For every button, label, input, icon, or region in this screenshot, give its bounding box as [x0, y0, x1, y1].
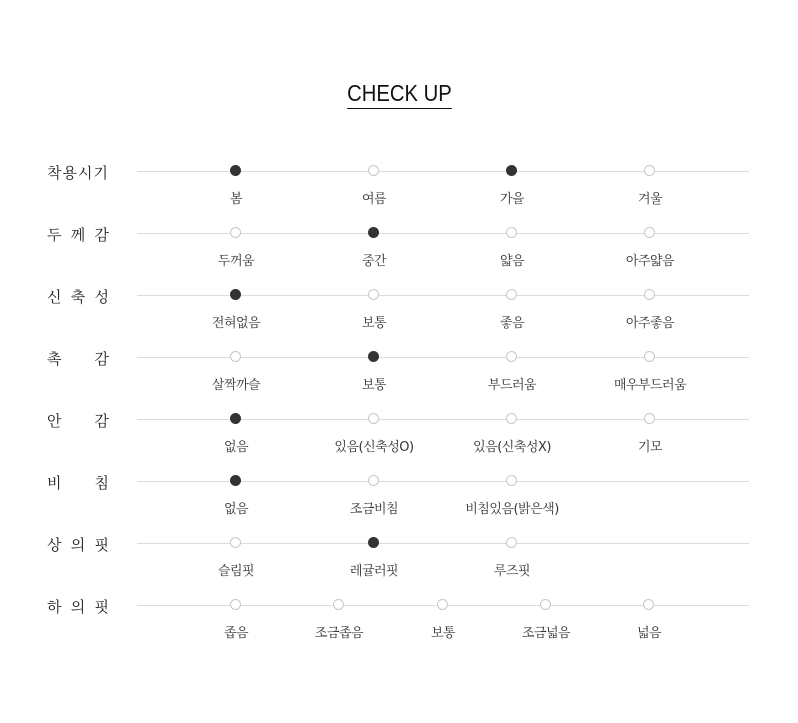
- option-radio[interactable]: [644, 227, 655, 238]
- option-label: 없음: [223, 440, 249, 455]
- option-radio[interactable]: [368, 475, 379, 486]
- option-radio-selected[interactable]: [368, 227, 379, 238]
- option-radio[interactable]: [643, 599, 654, 610]
- option-label: 얇음: [499, 254, 525, 269]
- row-track: [137, 233, 749, 234]
- option-radio[interactable]: [368, 413, 379, 424]
- checkup-row: [0, 164, 798, 231]
- option-label: 살짝까슬: [211, 378, 261, 393]
- option-radio-selected[interactable]: [368, 351, 379, 362]
- option-label: 조금비침: [349, 502, 399, 517]
- option-radio[interactable]: [368, 289, 379, 300]
- row-label: 하 의 핏: [47, 598, 109, 616]
- row-label: 비 침: [47, 474, 109, 492]
- option-radio[interactable]: [230, 351, 241, 362]
- checkup-row: [0, 598, 798, 665]
- option-label: 좁음: [223, 626, 249, 641]
- option-radio-selected[interactable]: [368, 537, 379, 548]
- row-track: [137, 419, 749, 420]
- option-radio[interactable]: [230, 537, 241, 548]
- option-label: 보통: [430, 626, 456, 641]
- option-radio[interactable]: [506, 537, 517, 548]
- row-track: [137, 171, 749, 172]
- option-label: 기모: [637, 440, 663, 455]
- option-label: 좋음: [499, 316, 525, 331]
- option-label: 슬림핏: [217, 564, 255, 579]
- option-radio[interactable]: [506, 227, 517, 238]
- checkup-row: [0, 288, 798, 355]
- row-label: 상 의 핏: [47, 536, 109, 554]
- option-radio-selected[interactable]: [506, 165, 517, 176]
- option-label: 보통: [361, 316, 387, 331]
- option-label: 있음(신축성O): [334, 440, 414, 455]
- option-label: 부드러움: [487, 378, 537, 393]
- checkup-title: CHECK UP: [347, 80, 452, 109]
- row-track: [137, 481, 749, 482]
- option-label: 조금넓음: [521, 626, 571, 641]
- option-label: 루즈핏: [493, 564, 531, 579]
- option-label: 비침있음(밝은색): [465, 502, 559, 517]
- row-track: [137, 295, 749, 296]
- option-label: 넓음: [636, 626, 662, 641]
- option-radio[interactable]: [506, 413, 517, 424]
- option-label: 보통: [361, 378, 387, 393]
- row-label: 두 께 감: [47, 226, 109, 244]
- option-label: 여름: [361, 192, 387, 207]
- checkup-row: [0, 536, 798, 603]
- row-label: 착용시기: [47, 164, 109, 182]
- option-label: 두꺼움: [217, 254, 255, 269]
- option-radio-selected[interactable]: [230, 289, 241, 300]
- option-label: 가을: [499, 192, 525, 207]
- option-label: 겨울: [637, 192, 663, 207]
- row-track: [137, 357, 749, 358]
- option-radio[interactable]: [506, 475, 517, 486]
- row-label: 촉 감: [47, 350, 109, 368]
- option-label: 조금좁음: [314, 626, 364, 641]
- option-label: 전혀없음: [211, 316, 261, 331]
- option-label: 없음: [223, 502, 249, 517]
- option-radio[interactable]: [644, 165, 655, 176]
- option-label: 있음(신축성X): [473, 440, 551, 455]
- option-radio-selected[interactable]: [230, 413, 241, 424]
- row-label: 신 축 성: [47, 288, 109, 306]
- option-radio[interactable]: [644, 351, 655, 362]
- option-radio-selected[interactable]: [230, 475, 241, 486]
- option-radio[interactable]: [230, 599, 241, 610]
- checkup-row: [0, 350, 798, 417]
- option-label: 아주얇음: [625, 254, 675, 269]
- checkup-title-wrap: [0, 80, 798, 109]
- option-radio[interactable]: [333, 599, 344, 610]
- option-label: 아주좋음: [625, 316, 675, 331]
- checkup-row: [0, 226, 798, 293]
- option-label: 매우부드러움: [613, 378, 687, 393]
- option-radio[interactable]: [644, 289, 655, 300]
- checkup-row: [0, 474, 798, 541]
- option-radio[interactable]: [368, 165, 379, 176]
- option-radio-selected[interactable]: [230, 165, 241, 176]
- row-label: 안 감: [47, 412, 109, 430]
- option-radio[interactable]: [540, 599, 551, 610]
- option-label: 중간: [361, 254, 387, 269]
- option-radio[interactable]: [230, 227, 241, 238]
- option-label: 봄: [229, 192, 243, 207]
- option-radio[interactable]: [506, 351, 517, 362]
- option-radio[interactable]: [506, 289, 517, 300]
- row-track: [137, 543, 749, 544]
- option-radio[interactable]: [644, 413, 655, 424]
- option-label: 레귤러핏: [349, 564, 399, 579]
- option-radio[interactable]: [437, 599, 448, 610]
- checkup-row: [0, 412, 798, 479]
